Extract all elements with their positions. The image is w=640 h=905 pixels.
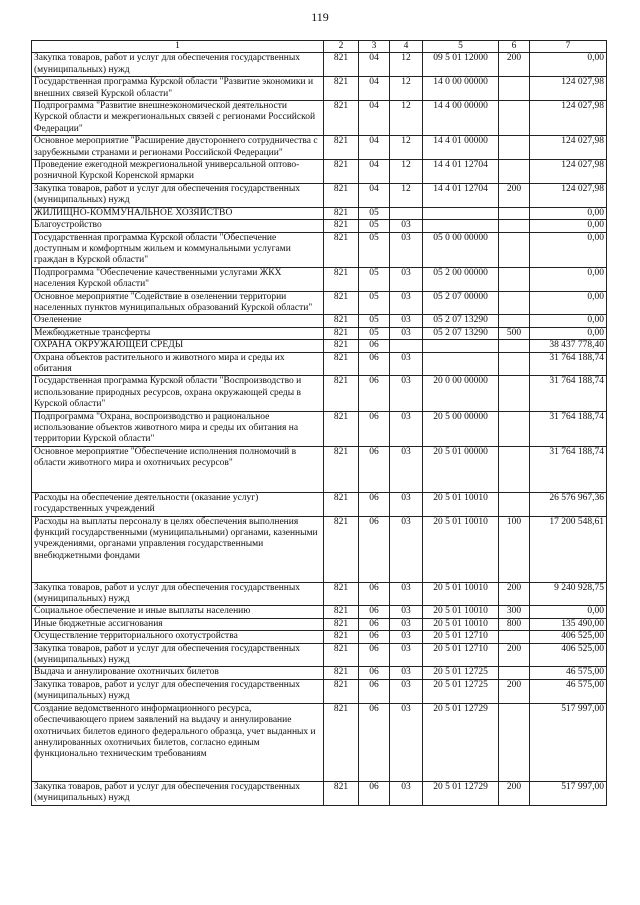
row-amount: 17 200 548,61	[530, 516, 607, 582]
row-amount: 0,00	[530, 267, 607, 291]
row-description: Закупка товаров, работ и услуг для обеспечения государственных (муниципальных) нужд	[32, 679, 324, 703]
row-subsection-code: 03	[390, 411, 423, 446]
row-description: Закупка товаров, работ и услуг для обеспечения государственных (муниципальных) нужд	[32, 781, 324, 805]
row-expense-type-code: 200	[499, 643, 530, 667]
row-ministry-code: 821	[324, 220, 359, 232]
row-target-article-code: 14 4 01 00000	[423, 136, 499, 160]
row-description: Охрана объектов растительного и животного мира и среды их обитания	[32, 352, 324, 376]
row-expense-type-code: 200	[499, 53, 530, 77]
row-subsection-code: 03	[390, 667, 423, 679]
row-amount: 124 027,98	[530, 136, 607, 160]
table-row	[32, 160, 607, 184]
column-header-4: 4	[390, 41, 423, 53]
row-ministry-code: 821	[324, 411, 359, 446]
row-amount: 0,00	[530, 327, 607, 339]
row-ministry-code: 821	[324, 327, 359, 339]
row-target-article-code: 05 2 07 13290	[423, 315, 499, 327]
row-ministry-code: 821	[324, 618, 359, 630]
row-target-article-code: 20 5 01 10010	[423, 492, 499, 516]
row-section-code: 06	[359, 352, 390, 376]
row-expense-type-code	[499, 376, 530, 411]
column-header-6: 6	[499, 41, 530, 53]
row-expense-type-code	[499, 352, 530, 376]
page-number: 119	[311, 10, 329, 24]
row-amount: 0,00	[530, 232, 607, 267]
row-target-article-code: 20 5 01 00000	[423, 446, 499, 492]
row-description: Создание ведомственного информационного ресурса, обеспечивающего прием заявлений на выдачу и аннулирование охотничьих билетов единого федерального образца, учет выданных и аннулированных охотничьих билетов, согласно единым функционально техническим требованиям	[32, 703, 324, 781]
row-description: Государственная программа Курской области "Развитие экономики и внешних связей Курской области"	[32, 77, 324, 101]
row-amount: 38 437 778,40	[530, 340, 607, 352]
row-target-article-code: 05 0 00 00000	[423, 232, 499, 267]
row-section-code: 06	[359, 516, 390, 582]
row-section-code: 06	[359, 606, 390, 618]
table-row	[32, 492, 607, 516]
row-description: Закупка товаров, работ и услуг для обеспечения государственных (муниципальных) нужд	[32, 53, 324, 77]
row-amount: 517 997,00	[530, 703, 607, 781]
row-ministry-code: 821	[324, 667, 359, 679]
table-row	[32, 516, 607, 582]
row-target-article-code: 14 4 01 12704	[423, 183, 499, 207]
row-target-article-code: 20 0 00 00000	[423, 376, 499, 411]
table-row	[32, 267, 607, 291]
row-section-code: 05	[359, 220, 390, 232]
row-section-code: 04	[359, 53, 390, 77]
row-description: Основное мероприятие "Расширение двустороннего сотрудничества с зарубежными странами и регионами Российской Федерации"	[32, 136, 324, 160]
row-subsection-code: 03	[390, 781, 423, 805]
row-subsection-code: 03	[390, 376, 423, 411]
table-row	[32, 315, 607, 327]
row-target-article-code: 14 4 01 12704	[423, 160, 499, 184]
row-description: Основное мероприятие "Содействие в озеленении территории населенных пунктов муниципальных образований Курской области"	[32, 291, 324, 315]
row-expense-type-code	[499, 492, 530, 516]
row-section-code: 05	[359, 207, 390, 219]
row-subsection-code: 03	[390, 446, 423, 492]
row-section-code: 06	[359, 631, 390, 643]
row-section-code: 05	[359, 232, 390, 267]
row-description: Закупка товаров, работ и услуг для обеспечения государственных (муниципальных) нужд	[32, 582, 324, 606]
row-expense-type-code	[499, 136, 530, 160]
row-expense-type-code	[499, 703, 530, 781]
row-description: Расходы на выплаты персоналу в целях обеспечения выполнения функций государственными (муниципальными) органами, казенными учреждениями, органами управления государственными внебюджетными фондами	[32, 516, 324, 582]
table-row	[32, 352, 607, 376]
row-subsection-code: 03	[390, 232, 423, 267]
row-subsection-code: 12	[390, 77, 423, 101]
row-section-code: 06	[359, 618, 390, 630]
table-row	[32, 643, 607, 667]
row-target-article-code: 20 5 01 12725	[423, 667, 499, 679]
table-row	[32, 376, 607, 411]
row-amount: 0,00	[530, 207, 607, 219]
row-subsection-code: 03	[390, 315, 423, 327]
row-ministry-code: 821	[324, 160, 359, 184]
budget-table	[31, 40, 607, 806]
row-section-code: 06	[359, 667, 390, 679]
row-subsection-code: 03	[390, 606, 423, 618]
row-expense-type-code	[499, 667, 530, 679]
row-expense-type-code	[499, 631, 530, 643]
row-description: Основное мероприятие "Обеспечение исполнения полномочий в области животного мира и охотничьих ресурсов"	[32, 446, 324, 492]
row-section-code: 05	[359, 267, 390, 291]
column-header-2: 2	[324, 41, 359, 53]
row-expense-type-code	[499, 291, 530, 315]
row-subsection-code: 03	[390, 618, 423, 630]
row-amount: 46 575,00	[530, 679, 607, 703]
row-amount: 406 525,00	[530, 643, 607, 667]
row-ministry-code: 821	[324, 315, 359, 327]
row-target-article-code: 20 5 01 12725	[423, 679, 499, 703]
row-target-article-code: 20 5 01 10010	[423, 618, 499, 630]
table-body	[32, 53, 607, 805]
row-section-code: 04	[359, 101, 390, 136]
row-section-code: 06	[359, 582, 390, 606]
row-ministry-code: 821	[324, 136, 359, 160]
row-ministry-code: 821	[324, 376, 359, 411]
row-section-code: 05	[359, 315, 390, 327]
row-description: Проведение ежегодной межрегиональной универсальной оптово-розничной Курской Коренской ярмарки	[32, 160, 324, 184]
row-amount: 31 764 188,74	[530, 352, 607, 376]
row-target-article-code: 14 0 00 00000	[423, 77, 499, 101]
row-subsection-code: 12	[390, 160, 423, 184]
row-description: Благоустройство	[32, 220, 324, 232]
table-row	[32, 446, 607, 492]
row-subsection-code	[390, 340, 423, 352]
row-expense-type-code: 200	[499, 183, 530, 207]
row-section-code: 06	[359, 703, 390, 781]
table-row	[32, 77, 607, 101]
row-subsection-code: 12	[390, 101, 423, 136]
row-description: Закупка товаров, работ и услуг для обеспечения государственных (муниципальных) нужд	[32, 183, 324, 207]
row-section-code: 04	[359, 136, 390, 160]
table-row	[32, 606, 607, 618]
row-target-article-code: 05 2 00 00000	[423, 267, 499, 291]
row-amount: 0,00	[530, 606, 607, 618]
row-expense-type-code	[499, 340, 530, 352]
row-subsection-code: 03	[390, 679, 423, 703]
row-amount: 26 576 967,36	[530, 492, 607, 516]
row-section-code: 06	[359, 679, 390, 703]
row-ministry-code: 821	[324, 516, 359, 582]
row-ministry-code: 821	[324, 631, 359, 643]
row-amount: 0,00	[530, 291, 607, 315]
row-section-code: 06	[359, 411, 390, 446]
row-description: ЖИЛИЩНО-КОММУНАЛЬНОЕ ХОЗЯЙСТВО	[32, 207, 324, 219]
row-target-article-code: 20 5 01 10010	[423, 582, 499, 606]
row-amount: 517 997,00	[530, 781, 607, 805]
row-ministry-code: 821	[324, 492, 359, 516]
row-expense-type-code: 200	[499, 781, 530, 805]
row-section-code: 06	[359, 492, 390, 516]
row-expense-type-code: 200	[499, 582, 530, 606]
row-expense-type-code	[499, 411, 530, 446]
row-ministry-code: 821	[324, 77, 359, 101]
row-description: Подпрограмма "Обеспечение качественными услугами ЖКХ населения Курской области"	[32, 267, 324, 291]
row-target-article-code: 14 4 00 00000	[423, 101, 499, 136]
table-row	[32, 411, 607, 446]
row-target-article-code: 20 5 01 12729	[423, 781, 499, 805]
row-ministry-code: 821	[324, 291, 359, 315]
table-row	[32, 618, 607, 630]
row-ministry-code: 821	[324, 606, 359, 618]
row-description: Государственная программа Курской области "Воспроизводство и использование природных ресурсов, охрана окружающей среды в Курской области"	[32, 376, 324, 411]
row-description: Выдача и аннулирование охотничьих билетов	[32, 667, 324, 679]
row-description: Подпрограмма "Охрана, воспроизводство и рациональное использование объектов животного мира и среды их обитания на территории Курской области"	[32, 411, 324, 446]
column-header-5: 5	[423, 41, 499, 53]
row-target-article-code: 09 5 01 12000	[423, 53, 499, 77]
row-description: Межбюджетные трансферты	[32, 327, 324, 339]
row-target-article-code: 20 5 01 10010	[423, 606, 499, 618]
row-subsection-code: 12	[390, 53, 423, 77]
row-section-code: 04	[359, 77, 390, 101]
row-expense-type-code	[499, 207, 530, 219]
row-target-article-code	[423, 340, 499, 352]
row-section-code: 06	[359, 376, 390, 411]
row-subsection-code: 03	[390, 220, 423, 232]
row-ministry-code: 821	[324, 582, 359, 606]
row-description: Закупка товаров, работ и услуг для обеспечения государственных (муниципальных) нужд	[32, 643, 324, 667]
row-subsection-code: 03	[390, 703, 423, 781]
table-row	[32, 340, 607, 352]
row-ministry-code: 821	[324, 643, 359, 667]
row-expense-type-code: 200	[499, 679, 530, 703]
row-amount: 0,00	[530, 315, 607, 327]
row-target-article-code: 20 5 01 12729	[423, 703, 499, 781]
row-amount: 124 027,98	[530, 77, 607, 101]
row-section-code: 04	[359, 183, 390, 207]
table-row	[32, 667, 607, 679]
table-row	[32, 631, 607, 643]
row-ministry-code: 821	[324, 781, 359, 805]
row-target-article-code: 05 2 07 00000	[423, 291, 499, 315]
table-row	[32, 136, 607, 160]
row-amount: 31 764 188,74	[530, 411, 607, 446]
column-header-3: 3	[359, 41, 390, 53]
row-ministry-code: 821	[324, 267, 359, 291]
row-amount: 46 575,00	[530, 667, 607, 679]
row-ministry-code: 821	[324, 446, 359, 492]
row-subsection-code: 03	[390, 516, 423, 582]
column-header-1: 1	[32, 41, 324, 53]
row-amount: 31 764 188,74	[530, 376, 607, 411]
row-target-article-code: 20 5 01 12710	[423, 643, 499, 667]
row-amount: 124 027,98	[530, 101, 607, 136]
row-subsection-code: 03	[390, 631, 423, 643]
row-ministry-code: 821	[324, 53, 359, 77]
row-ministry-code: 821	[324, 232, 359, 267]
row-target-article-code	[423, 207, 499, 219]
row-amount: 9 240 928,75	[530, 582, 607, 606]
row-expense-type-code: 300	[499, 606, 530, 618]
column-header-7: 7	[530, 41, 607, 53]
table-row	[32, 232, 607, 267]
row-ministry-code: 821	[324, 101, 359, 136]
table-row	[32, 327, 607, 339]
table-header-row	[32, 41, 607, 53]
row-amount: 124 027,98	[530, 183, 607, 207]
row-subsection-code: 03	[390, 327, 423, 339]
row-expense-type-code	[499, 315, 530, 327]
row-expense-type-code	[499, 160, 530, 184]
row-expense-type-code	[499, 77, 530, 101]
table-row	[32, 703, 607, 781]
row-section-code: 06	[359, 781, 390, 805]
table-row	[32, 183, 607, 207]
row-target-article-code: 20 5 01 12710	[423, 631, 499, 643]
row-expense-type-code: 100	[499, 516, 530, 582]
row-expense-type-code	[499, 267, 530, 291]
row-description: Озеленение	[32, 315, 324, 327]
row-subsection-code	[390, 207, 423, 219]
row-subsection-code: 12	[390, 183, 423, 207]
row-description: Расходы на обеспечение деятельности (оказание услуг) государственных учреждений	[32, 492, 324, 516]
row-section-code: 05	[359, 291, 390, 315]
row-subsection-code: 03	[390, 582, 423, 606]
table-row	[32, 781, 607, 805]
row-description: Осуществление территориального охотустройства	[32, 631, 324, 643]
row-section-code: 04	[359, 160, 390, 184]
row-subsection-code: 03	[390, 492, 423, 516]
table-row	[32, 101, 607, 136]
row-ministry-code: 821	[324, 703, 359, 781]
row-target-article-code: 05 2 07 13290	[423, 327, 499, 339]
row-ministry-code: 821	[324, 679, 359, 703]
row-description: Подпрограмма "Развитие внешнеэкономической деятельности Курской области и межрегиональных связей с регионами Российской Федерации"	[32, 101, 324, 136]
row-expense-type-code	[499, 220, 530, 232]
table-row	[32, 582, 607, 606]
row-ministry-code: 821	[324, 183, 359, 207]
row-target-article-code: 20 5 01 10010	[423, 516, 499, 582]
row-target-article-code	[423, 352, 499, 376]
row-expense-type-code	[499, 232, 530, 267]
row-ministry-code: 821	[324, 352, 359, 376]
row-ministry-code: 821	[324, 340, 359, 352]
table-row	[32, 291, 607, 315]
row-target-article-code	[423, 220, 499, 232]
row-subsection-code: 03	[390, 352, 423, 376]
row-subsection-code: 12	[390, 136, 423, 160]
row-expense-type-code	[499, 101, 530, 136]
row-expense-type-code	[499, 446, 530, 492]
row-ministry-code: 821	[324, 207, 359, 219]
row-amount: 31 764 188,74	[530, 446, 607, 492]
row-amount: 0,00	[530, 220, 607, 232]
table-row	[32, 53, 607, 77]
row-amount: 0,00	[530, 53, 607, 77]
row-expense-type-code: 800	[499, 618, 530, 630]
row-description: Иные бюджетные ассигнования	[32, 618, 324, 630]
row-subsection-code: 03	[390, 291, 423, 315]
table-row	[32, 220, 607, 232]
row-expense-type-code: 500	[499, 327, 530, 339]
row-amount: 124 027,98	[530, 160, 607, 184]
row-description: Социальное обеспечение и иные выплаты населению	[32, 606, 324, 618]
row-section-code: 05	[359, 327, 390, 339]
row-section-code: 06	[359, 643, 390, 667]
row-section-code: 06	[359, 340, 390, 352]
row-subsection-code: 03	[390, 643, 423, 667]
row-amount: 406 525,00	[530, 631, 607, 643]
row-description: Государственная программа Курской области "Обеспечение доступным и комфортным жильем и коммунальными услугами граждан в Курской области"	[32, 232, 324, 267]
row-section-code: 06	[359, 446, 390, 492]
row-amount: 135 490,00	[530, 618, 607, 630]
table-row	[32, 207, 607, 219]
row-description: ОХРАНА ОКРУЖАЮЩЕЙ СРЕДЫ	[32, 340, 324, 352]
row-subsection-code: 03	[390, 267, 423, 291]
table-row	[32, 679, 607, 703]
row-target-article-code: 20 5 00 00000	[423, 411, 499, 446]
